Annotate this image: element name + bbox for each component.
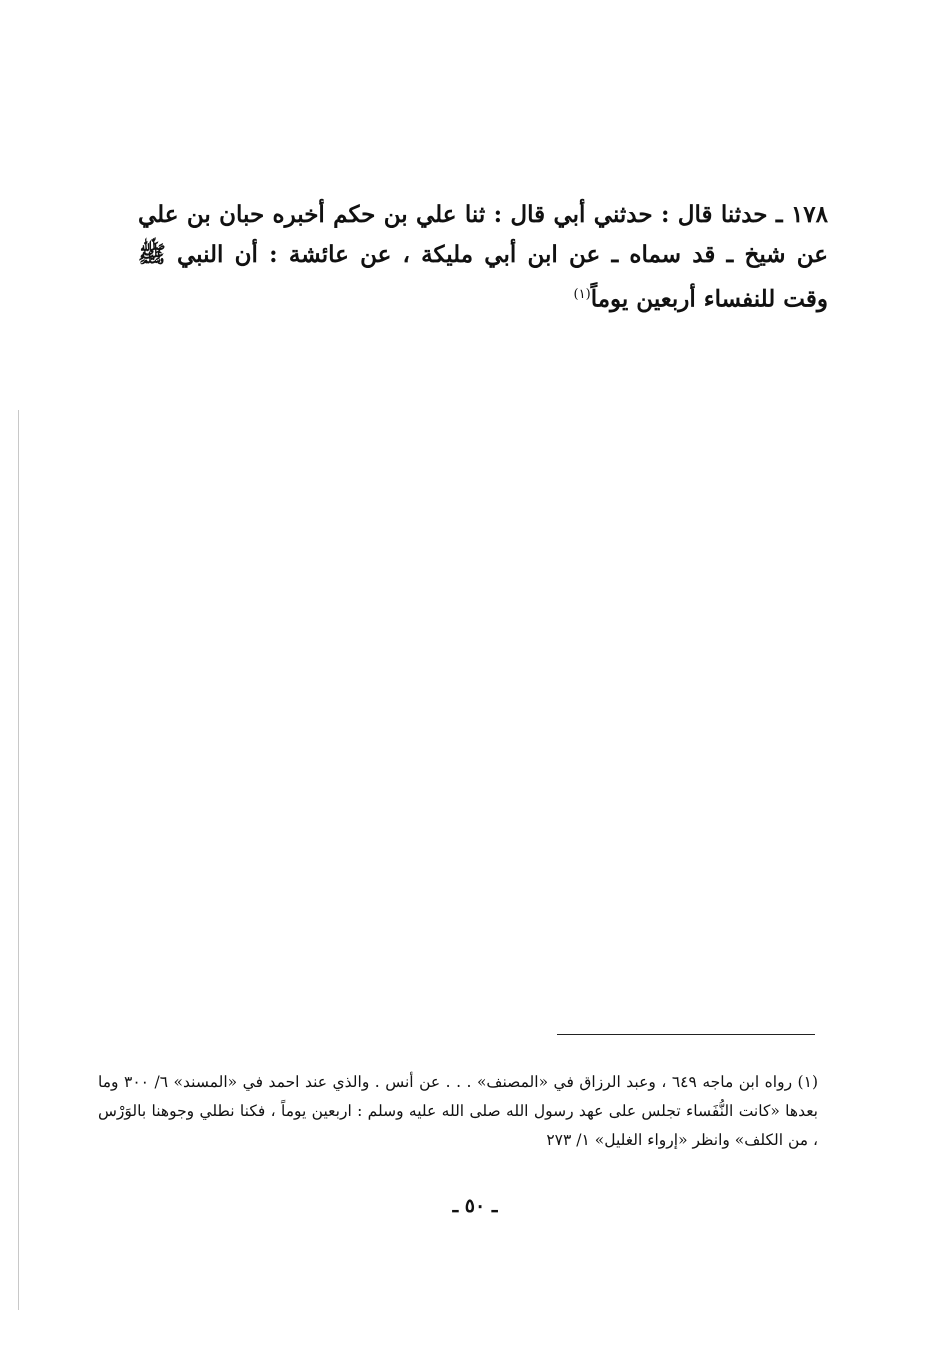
footnote-reference: (١) <box>573 287 591 302</box>
hadith-number: ١٧٨ <box>790 201 828 228</box>
hadith-paragraph <box>138 195 828 320</box>
footnote-divider <box>557 1034 815 1035</box>
footnote-text: (١) رواه ابن ماجه ٦٤٩ ، وعبد الرزاق في «المصنف» . . . عن أنس . والذي عند احمد في «المسند» ٦/ ٣٠٠ وما بعدها «كانت النُّفَساء تجلس على عهد رسول الله صلى الله عليه وسلم : اربعين يوماً ، فكنا نطلي وجوهنا بالوَرْس ، من الكلف» وانظر «إرواء الغليل» ١/ ٢٧٣ <box>98 1072 818 1149</box>
page-number: ـ ٥٠ ـ <box>452 1195 498 1217</box>
hadith-text: ـ حدثنا قال : حدثني أبي قال : ثنا علي بن حكم أخبره حبان بن علي عن شيخ ـ قد سماه ـ عن ابن أبي مليكة ، عن عائشة : أن النبي ﷺ وقت للنفساء أربعين يوماً <box>138 201 828 313</box>
scan-edge-line <box>18 410 19 1310</box>
